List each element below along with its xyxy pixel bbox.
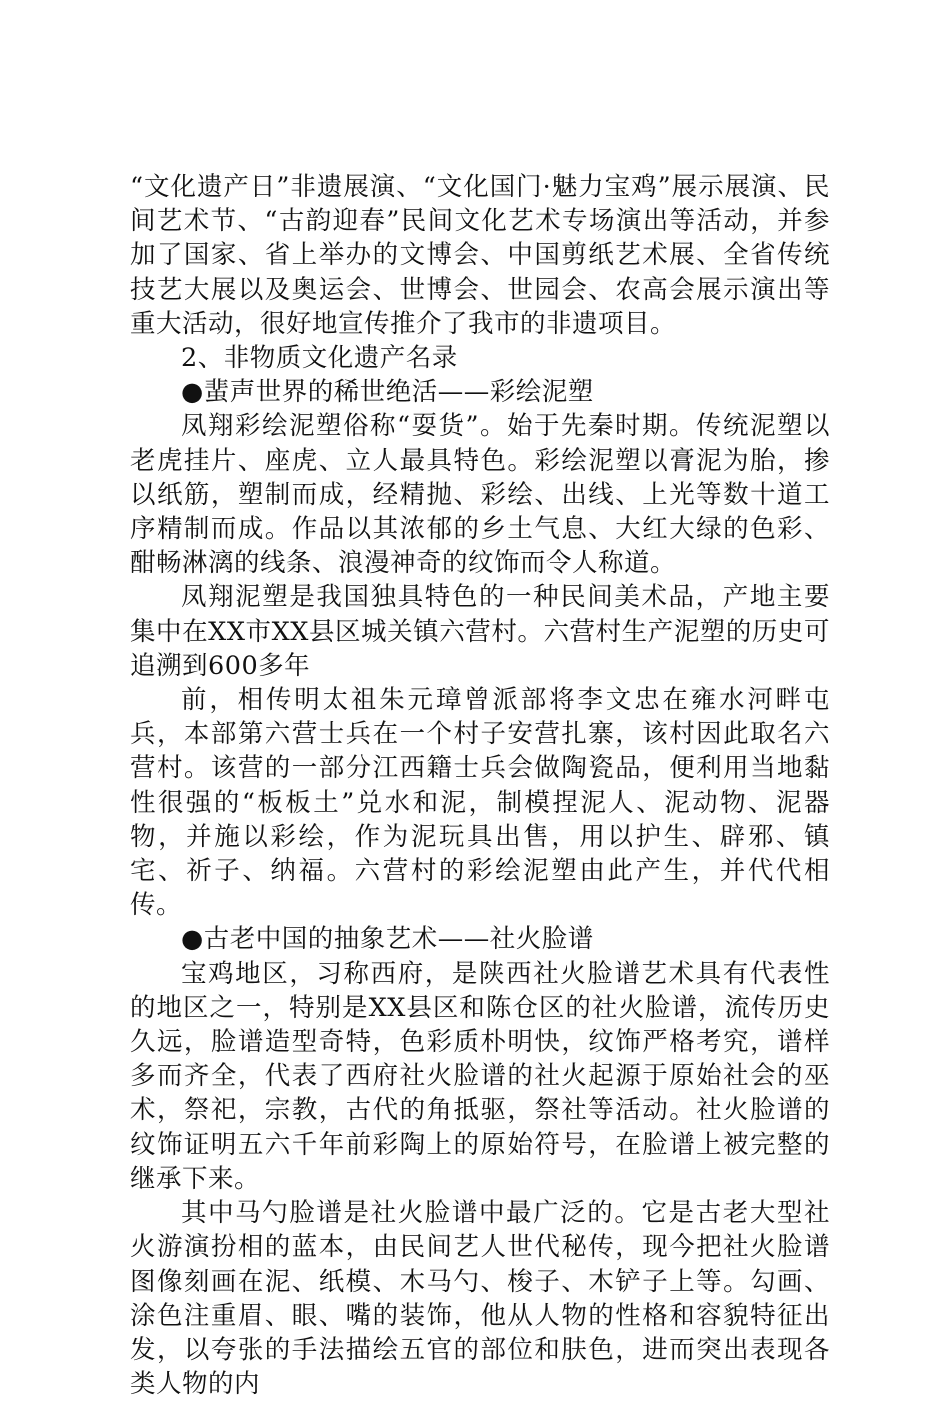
section-heading-list: 2、非物质文化遗产名录 <box>181 343 458 374</box>
document-page <box>130 170 830 1401</box>
paragraph-intro: “文化遗产日”非遗展演、“文化国门·魅力宝鸡”展示展演、民间艺术节、“古韵迎春”民间文化艺术专场演出等活动，并参加了国家、省上举办的文博会、中国剪纸艺术展、全省传统技艺大展以及奥运会、世博会、世园会、农高会展示演出等重大活动，很好地宣传推介了我市的非遗项目。 <box>130 172 830 339</box>
subheading-painted-clay: ●蜚声世界的稀世绝活——彩绘泥塑 <box>181 377 594 408</box>
paragraph-clay-history: 前，相传明太祖朱元璋曾派部将李文忠在雍水河畔屯兵，本部第六营士兵在一个村子安营扎寨，该村因此取名六营村。该营的一部分江西籍士兵会做陶瓷品，便利用当地黏性很强的“板板土”兑水和泥，制模捏泥人、泥动物、泥器物，并施以彩绘，作为泥玩具出售，用以护生、辟邪、镇宅、祈子、纳福。六营村的彩绘泥塑由此产生，并代代相传。 <box>130 685 830 921</box>
paragraph-clay-intro: 凤翔彩绘泥塑俗称“耍货”。始于先秦时期。传统泥塑以老虎挂片、座虎、立人最具特色。彩绘泥塑以膏泥为胎，掺以纸筋，塑制而成，经精抛、彩绘、出线、上光等数十道工序精制而成。作品以其浓郁的乡土气息、大红大绿的色彩、酣畅淋漓的线条、浪漫神奇的纹饰而令人称道。 <box>130 411 830 579</box>
subheading-shehuo-mask: ●古老中国的抽象艺术——社火脸谱 <box>181 924 594 955</box>
paragraph-mask-region: 宝鸡地区，习称西府，是陕西社火脸谱艺术具有代表性的地区之一，特别是XX县区和陈仓区的社火脸谱，流传历史久远，脸谱造型奇特，色彩质朴明快，纹饰严格考究，谱样多而齐全，代表了西府社火脸谱的社火起源于原始社会的巫术，祭祀，宗教，古代的角抵驱，祭社等活动。社火脸谱的纹饰证明五六千年前彩陶上的原始符号，在脸谱上被完整的继承下来。 <box>130 958 830 1194</box>
paragraph-clay-origin: 凤翔泥塑是我国独具特色的一种民间美术品，产地主要集中在XX市XX县区城关镇六营村。六营村生产泥塑的历史可追溯到600多年 <box>130 582 830 681</box>
paragraph-mask-ladle: 其中马勺脸谱是社火脸谱中最广泛的。它是古老大型社火游演扮相的蓝本，由民间艺人世代秘传，现今把社火脸谱图像刻画在泥、纸模、木马勺、梭子、木铲子上等。勾画、涂色注重眉、眼、嘴的装饰，他从人物的性格和容貌特征出发，以夸张的手法描绘五官的部位和肤色，进而突出表现各类人物的内 <box>130 1198 830 1400</box>
